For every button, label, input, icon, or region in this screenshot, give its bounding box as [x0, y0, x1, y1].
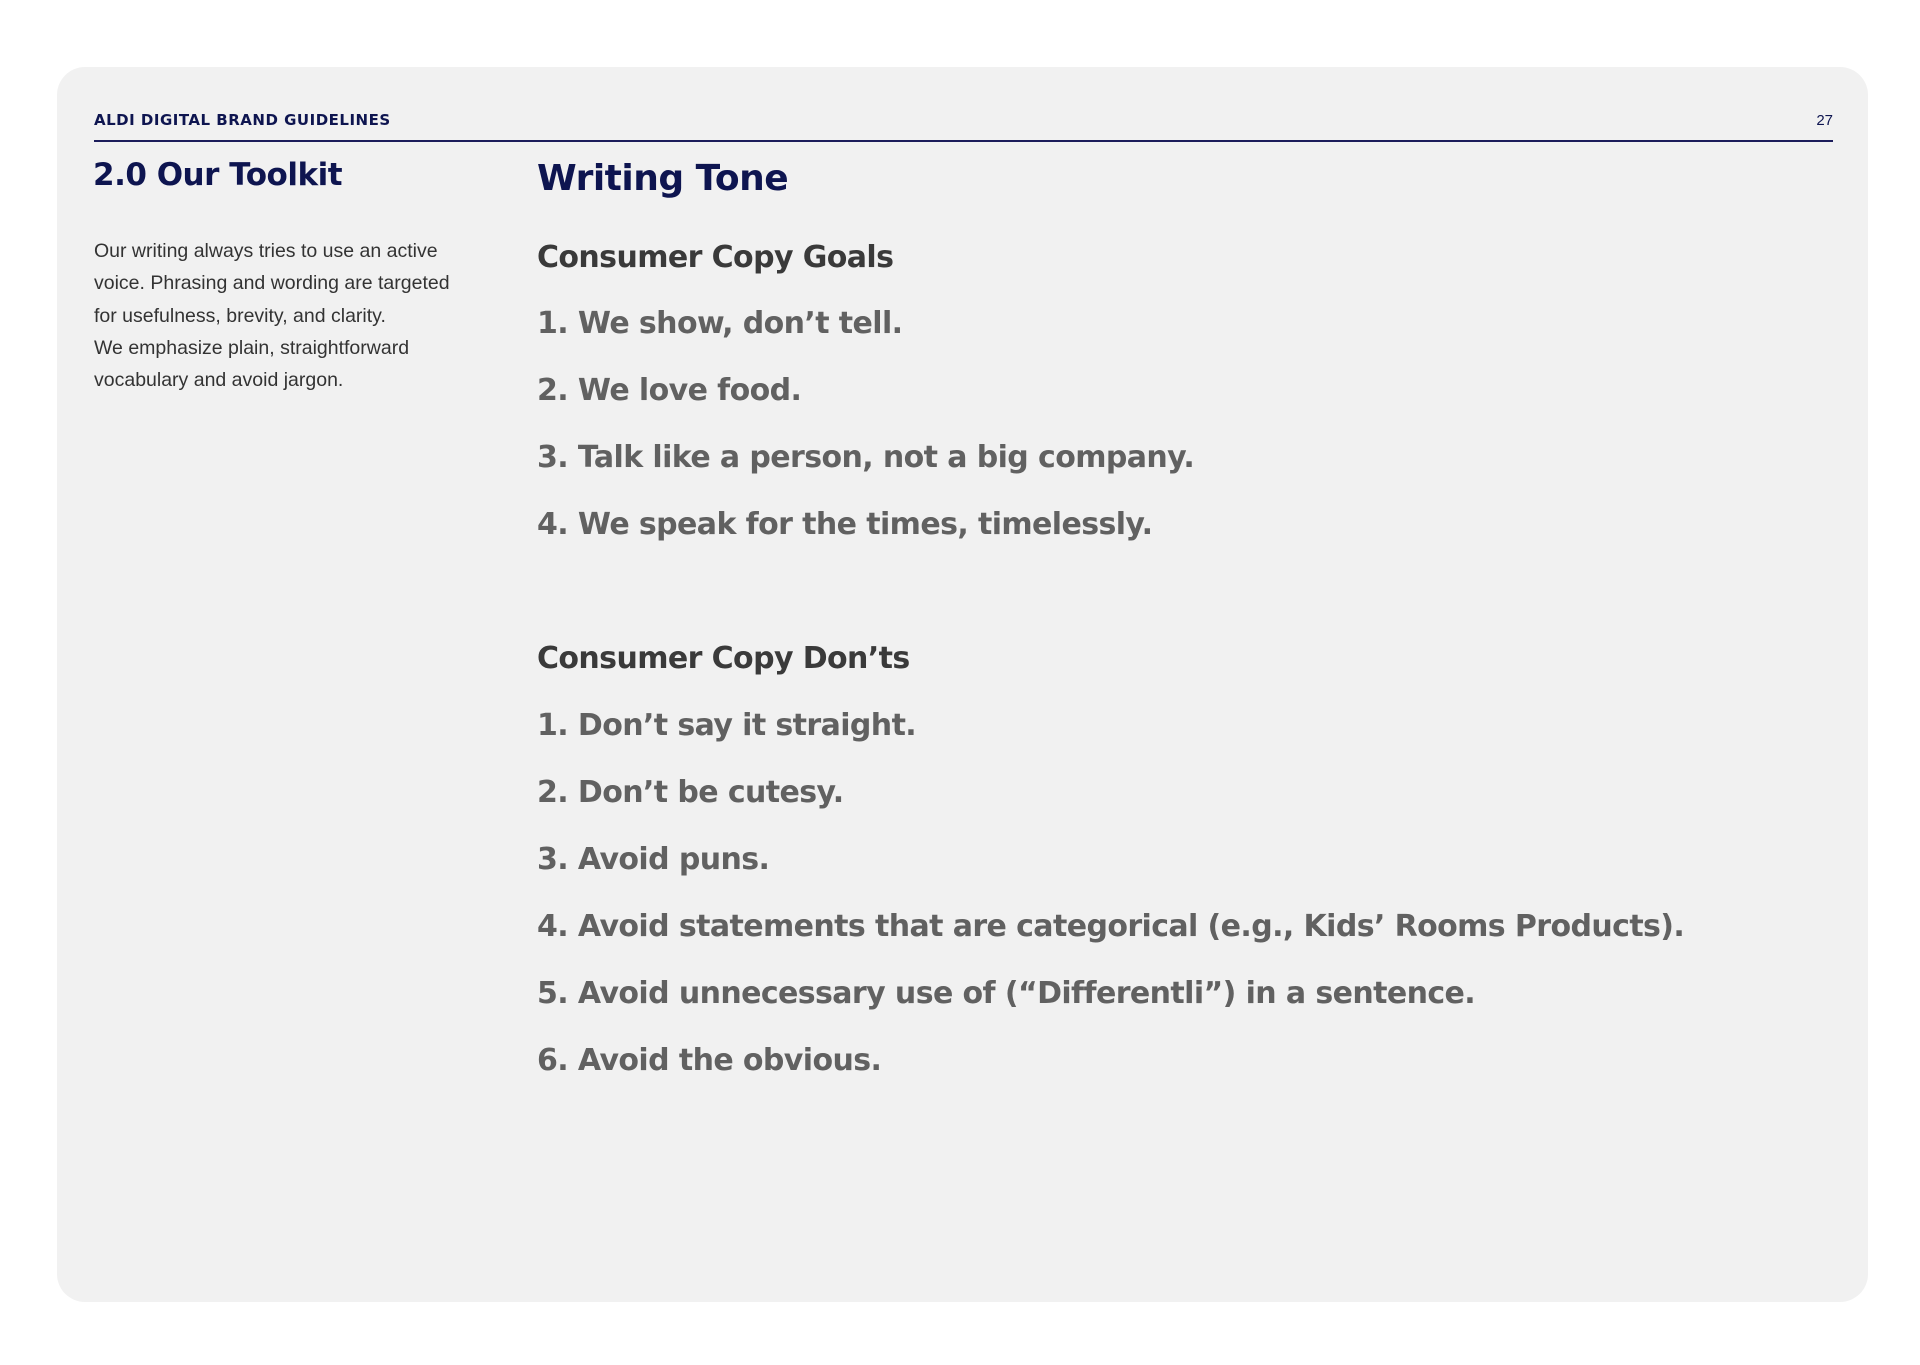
goals-list: [537, 302, 1194, 570]
dont-item: 1. Don’t say it straight.: [537, 708, 917, 743]
brand-title: ALDI DIGITAL BRAND GUIDELINES: [94, 111, 391, 129]
goal-item: 3. Talk like a person, not a big company.: [537, 440, 1195, 475]
goal-item: 2. We love food.: [537, 373, 802, 408]
page-title: Writing Tone: [537, 158, 789, 199]
dont-item: 3. Avoid puns.: [537, 842, 770, 877]
goal-item: 1. We show, don’t tell.: [537, 306, 903, 341]
intro-paragraph: [94, 235, 504, 396]
dont-item: 4. Avoid statements that are categorical (e.g., Kids’ Rooms Products).: [537, 909, 1685, 944]
donts-heading: Consumer Copy Don’ts: [537, 641, 910, 676]
dont-item: 2. Don’t be cutesy.: [537, 775, 844, 810]
donts-list: [537, 704, 1684, 1106]
intro-line: for usefulness, brevity, and clarity.: [94, 304, 386, 327]
page-header: [94, 110, 1833, 142]
goals-heading: Consumer Copy Goals: [537, 240, 894, 275]
intro-line: voice. Phrasing and wording are targeted: [94, 272, 450, 295]
intro-line: We emphasize plain, straightforward: [94, 336, 410, 359]
page-number: 27: [1816, 112, 1833, 129]
goal-item: 4. We speak for the times, timelessly.: [537, 507, 1153, 542]
intro-line: Our writing always tries to use an active: [94, 240, 438, 262]
section-title: 2.0 Our Toolkit: [93, 157, 343, 193]
dont-item: 5. Avoid unnecessary use of (“Differentli”) in a sentence.: [537, 976, 1476, 1011]
intro-line: vocabulary and avoid jargon.: [94, 369, 344, 392]
dont-item: 6. Avoid the obvious.: [537, 1043, 882, 1078]
